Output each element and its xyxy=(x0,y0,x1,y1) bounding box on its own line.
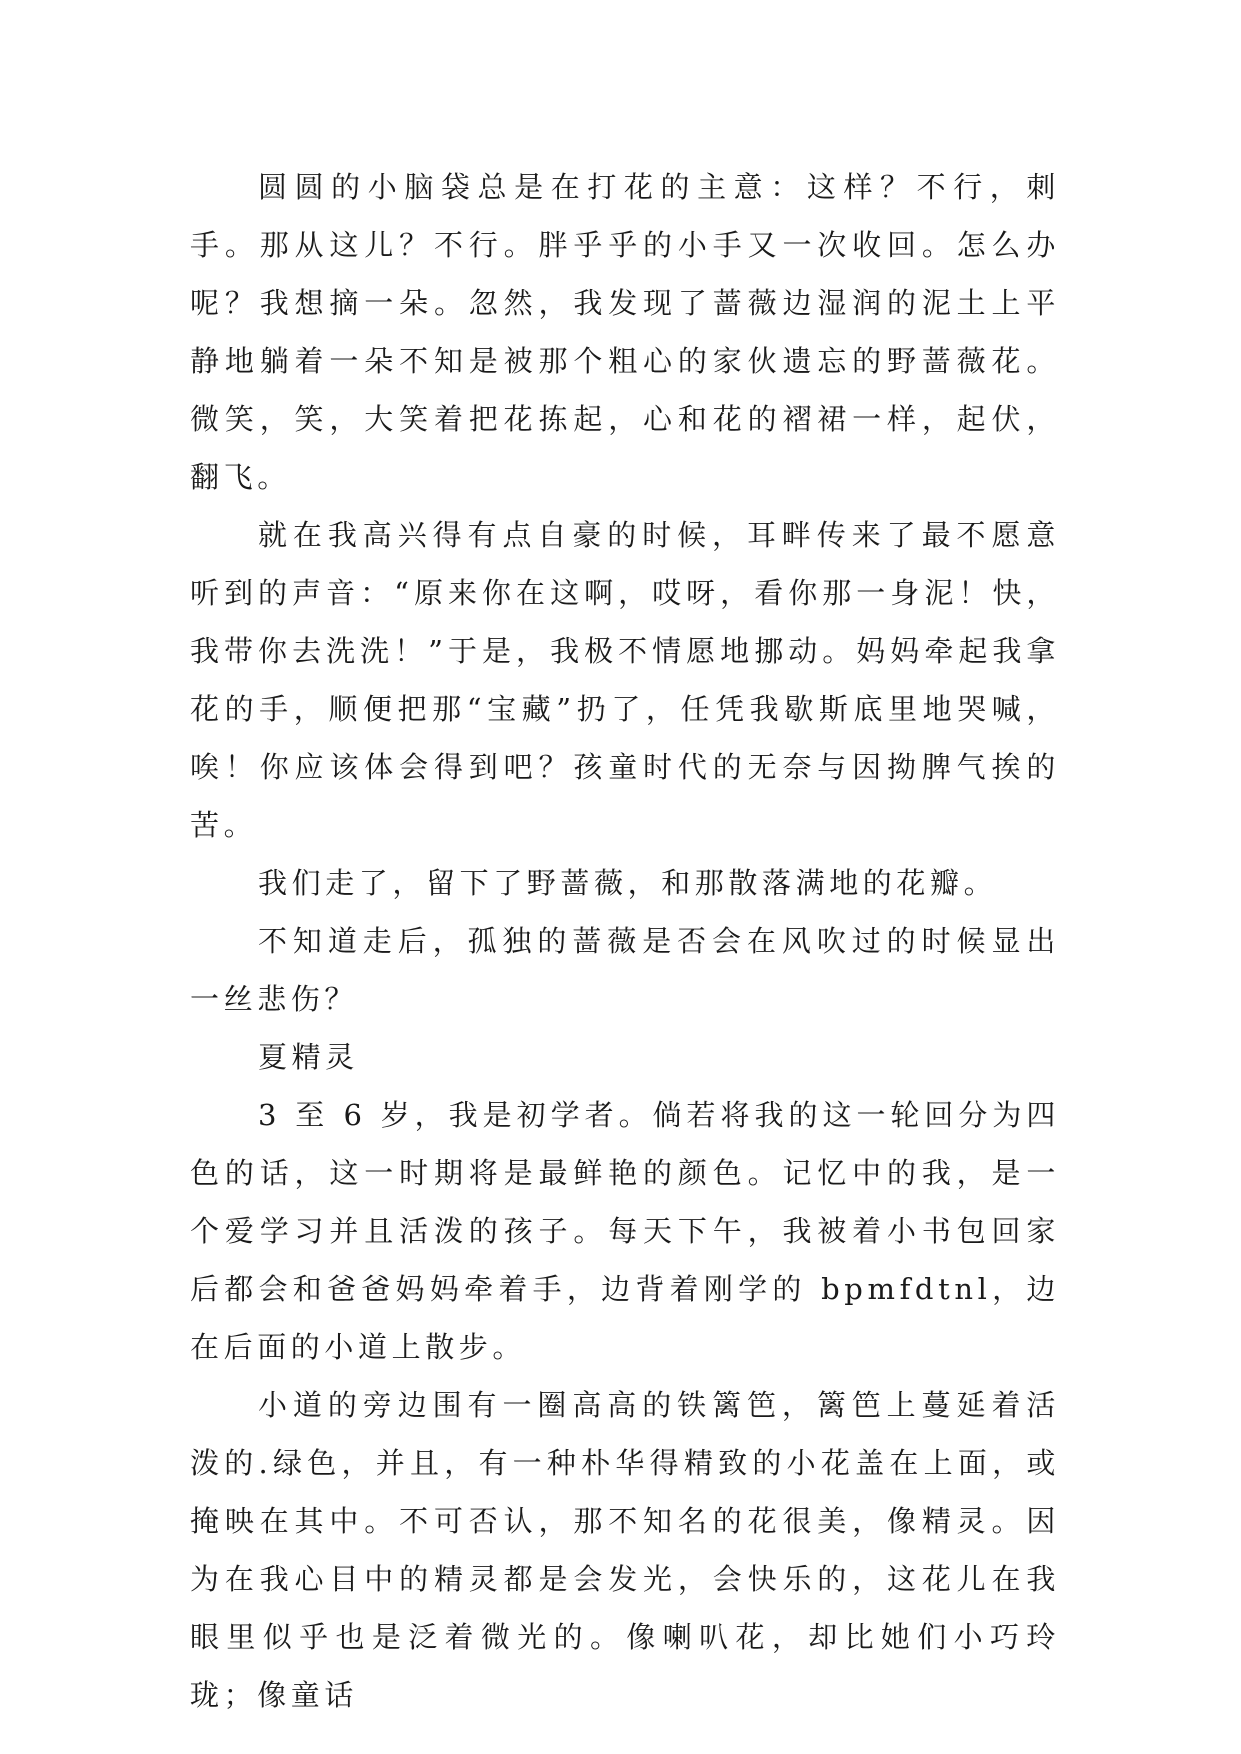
paragraph-5: 3 至 6 岁，我是初学者。倘若将我的这一轮回分为四色的话，这一时期将是最鲜艳的颜色。记忆中的我，是一个爱学习并且活泼的孩子。每天下午，我被着小书包回家后都会和爸爸妈妈牵着手，边背着刚学的 bpmfdtnl，边在后面的小道上散步。 xyxy=(190,1098,1060,1364)
paragraph-1: 圆圆的小脑袋总是在打花的主意：这样？不行，刺手。那从这儿？不行。胖乎乎的小手又一次收回。怎么办呢？我想摘一朵。忽然，我发现了蔷薇边湿润的泥土上平静地躺着一朵不知是被那个粗心的家伙遗忘的野蔷薇花。微笑，笑，大笑着把花拣起，心和花的褶裙一样，起伏，翻飞。 xyxy=(190,170,1060,494)
paragraph-4: 不知道走后，孤独的蔷薇是否会在风吹过的时候显出一丝悲伤？ xyxy=(190,924,1060,1016)
document-body xyxy=(190,158,1060,1724)
paragraph-2: 就在我高兴得有点自豪的时候，耳畔传来了最不愿意听到的声音：“原来你在这啊，哎呀，看你那一身泥！快，我带你去洗洗！”于是，我极不情愿地挪动。妈妈牵起我拿花的手，顺便把那“宝藏”扔了，任凭我歇斯底里地哭喊，唉！你应该体会得到吧？孩童时代的无奈与因拗脾气挨的苦。 xyxy=(190,518,1060,842)
paragraph-3: 我们走了，留下了野蔷薇，和那散落满地的花瓣。 xyxy=(258,866,998,900)
paragraph-6: 小道的旁边围有一圈高高的铁篱笆，篱笆上蔓延着活泼的.绿色，并且，有一种朴华得精致的小花盖在上面，或掩映在其中。不可否认，那不知名的花很美，像精灵。因为在我心目中的精灵都是会发光，会快乐的，这花儿在我眼里似乎也是泛着微光的。像喇叭花，却比她们小巧玲珑；像童话 xyxy=(190,1388,1060,1712)
section-heading: 夏精灵 xyxy=(258,1040,359,1074)
